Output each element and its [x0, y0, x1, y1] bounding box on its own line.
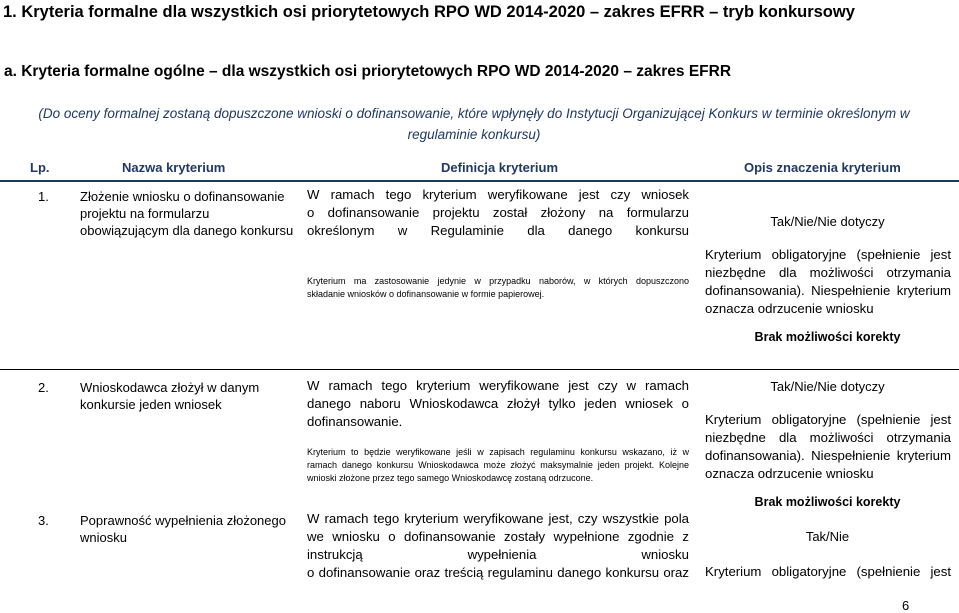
intro-note: (Do oceny formalnej zostaną dopuszczone wnioski o dofinansowanie, które wpłynęły do Instytucji Organizującej Konkurs w terminie określonym w regulaminie konkursu) — [38, 106, 910, 142]
row-meaning: Kryterium obligatoryjne (spełnienie jest niezbędne dla możliwości otrzymania dofinansowania). Niespełnienie kryterium oznacza odrzucenie wniosku — [705, 412, 951, 481]
row-correction: Brak możliwości korekty — [754, 495, 901, 509]
subsection-heading: a. Kryteria formalne ogólne – dla wszystkich osi priorytetowych RPO WD 2014-2020 – zakres EFRR — [4, 63, 732, 80]
row-divider — [0, 369, 959, 370]
row-name: Złożenie wniosku o dofinansowanie projektu na formularzu obowiązującym dla danego konkursu — [80, 189, 294, 238]
page-number: 6 — [902, 598, 910, 613]
row-lp: 3. — [38, 513, 49, 528]
row-name: Wnioskodawca złożył w danym konkursie jeden wniosek — [80, 380, 260, 412]
row-definition-note: Kryterium ma zastosowanie jedynie w przypadku naborów, w których dopuszczono składanie wniosków o dofinansowanie w formie papierowej. — [307, 276, 689, 299]
row-correction: Brak możliwości korekty — [754, 330, 901, 344]
row-lp: 1. — [38, 189, 49, 204]
row-status: Tak/Nie/Nie dotyczy — [770, 379, 885, 394]
row-definition: W ramach tego kryterium weryfikowane jest czy w ramach danego naboru Wnioskodawca złożył tylko jeden wniosek o dofinansowanie. — [307, 378, 689, 429]
row-definition-note: Kryterium to będzie weryfikowane jeśli w zapisach regulaminu konkursu wskazano, iż w ramach danego konkursu Wnioskodawca może złożyć maksymalnie jeden projekt. Kolejne wnioski złożone przez tego samego Wnioskodawcę zostaną odrzucone. — [307, 447, 689, 483]
row-meaning: Kryterium obligatoryjne (spełnienie jest niezbędne dla możliwości otrzymania dofinansowania). Niespełnienie kryterium oznacza odrzucenie wniosku — [705, 247, 951, 316]
header-rule — [0, 180, 959, 182]
row-status: Tak/Nie/Nie dotyczy — [770, 214, 885, 229]
row-status: Tak/Nie — [805, 529, 850, 544]
row-lp: 2. — [38, 380, 49, 395]
section-heading: 1. Kryteria formalne dla wszystkich osi priorytetowych RPO WD 2014-2020 – zakres EFRR – tryb konkursowy — [3, 3, 855, 21]
header-name: Nazwa kryterium — [122, 160, 226, 175]
row-meaning: Kryterium obligatoryjne (spełnienie jest — [705, 564, 951, 579]
header-definition: Definicja kryterium — [441, 160, 559, 175]
row-name: Poprawność wypełnienia złożonego wniosku — [80, 513, 286, 545]
row-definition: W ramach tego kryterium weryfikowane jest czy wniosek o dofinansowanie projektu został złożony na formularzu określonym w Regulaminie dla danego konkursu — [307, 187, 689, 238]
row-definition: W ramach tego kryterium weryfikowane jest, czy wszystkie pola we wniosku o dofinansowanie zostały wypełnione zgodnie z instrukcją wypełnienia wniosku o dofinansowanie oraz treścią regulaminu danego konkursu oraz — [307, 511, 689, 580]
header-meaning: Opis znaczenia kryterium — [744, 160, 901, 175]
header-lp: Lp. — [30, 160, 50, 175]
